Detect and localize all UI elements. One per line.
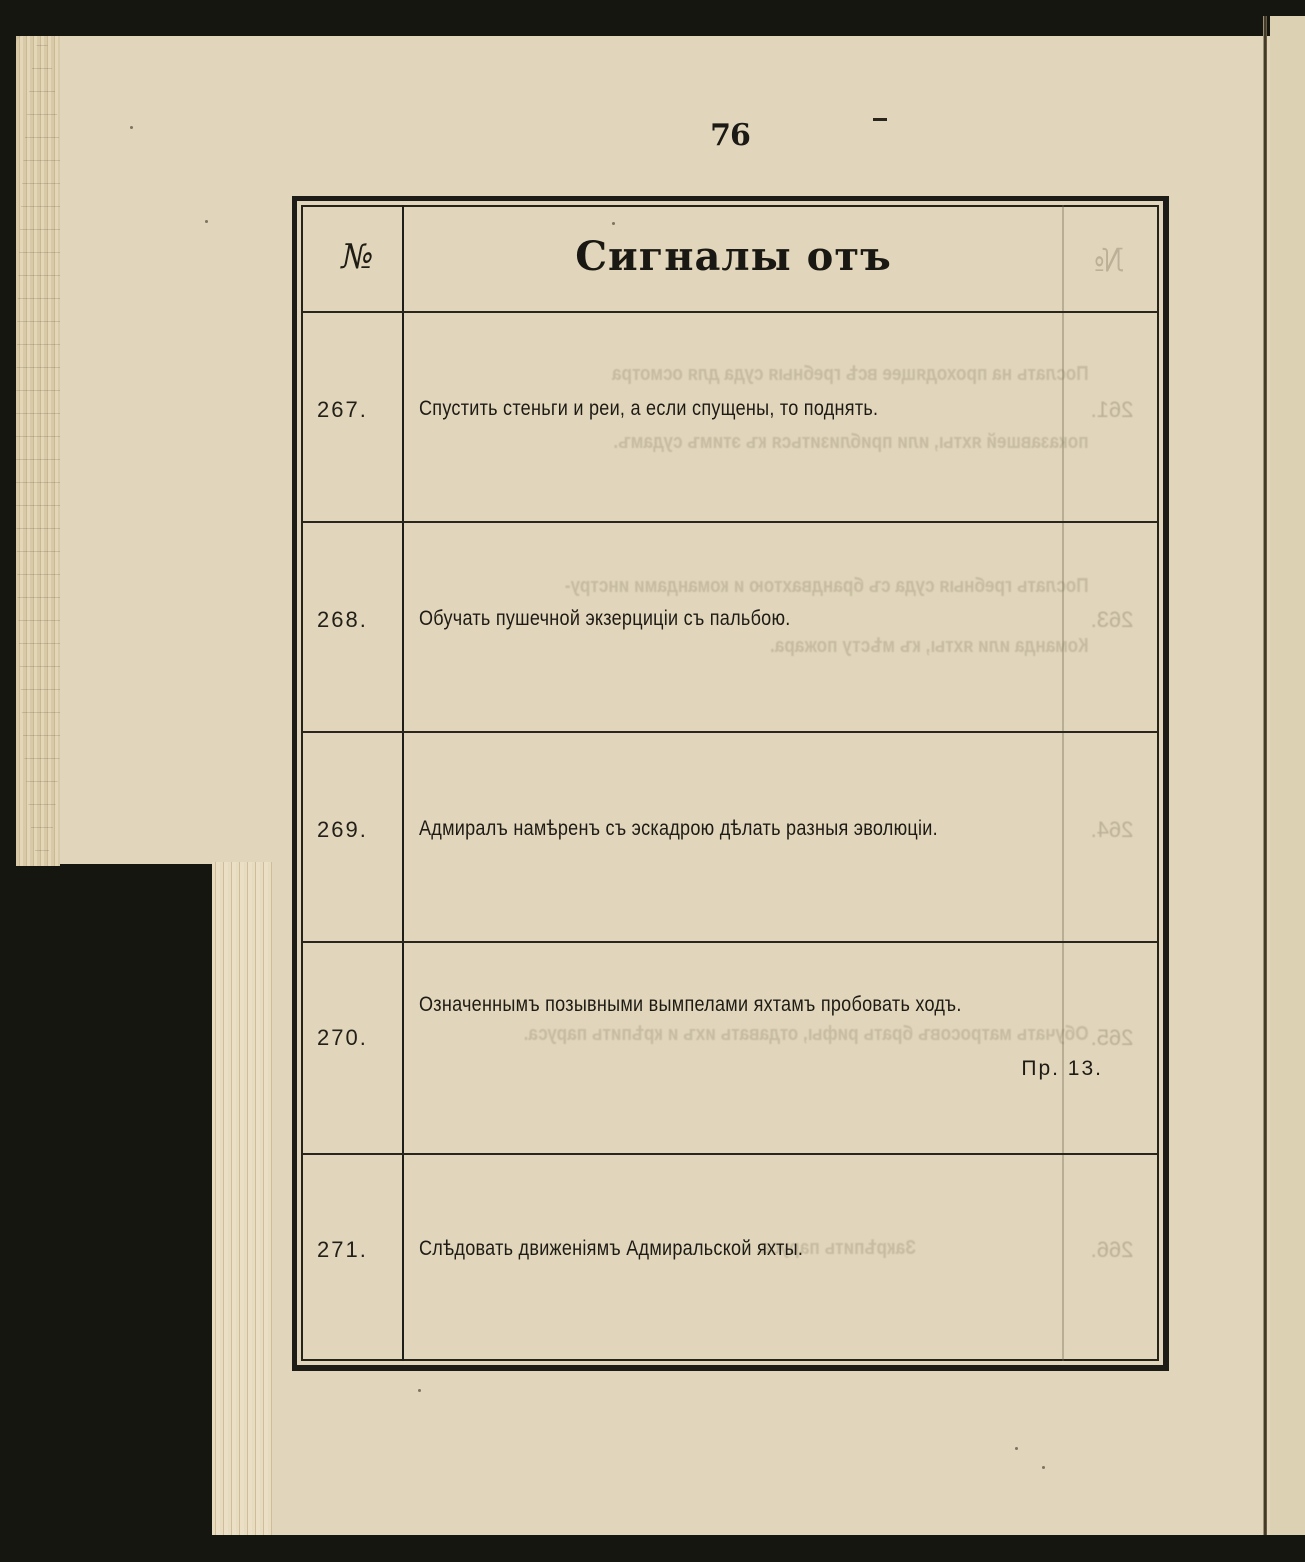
table-row [297,1155,1163,1365]
signal-text: Обучать пушечной экзерциціи съ пальбою. [419,607,791,630]
paper-speck [418,1389,421,1392]
paper-speck [1042,1466,1045,1469]
signal-number: 268. [317,607,368,632]
signal-number: 270. [317,1025,368,1050]
signal-text: Слѣдовать движеніямъ Адмиральской яхты. [419,1237,804,1260]
table-title: Сигналы отъ [575,233,892,280]
signal-number: 269. [317,817,368,842]
bleed-through-number: 265. [1090,1025,1134,1050]
signals-table [292,196,1169,1371]
bleed-through-number: 261. [1090,397,1134,422]
table-row [297,313,1163,521]
bleed-through-text: Послать гребныя суда съ брандвахтою и командами инстру- [564,575,1089,597]
bleed-through-text: Закрѣпить паруса. [756,1237,916,1259]
number-column-header: № [341,237,374,277]
print-mark [873,118,887,121]
signal-number: 267. [317,397,368,422]
bleed-through-number: 266. [1090,1237,1134,1262]
signal-text: Означеннымъ позывными вымпелами яхтамъ пробовать ходъ. [419,993,962,1016]
bleed-through-text: Обучать матросовъ брать рифы, отдавать ихъ и крѣпить паруса. [523,1023,1089,1045]
paper-speck [205,220,208,223]
bleed-through-text: Послать на проходящее всѣ гребныя суда для осмотра [611,363,1089,385]
table-row [297,733,1163,941]
bleed-through-text: Команда или яхты, къ мѣсту пожара. [769,635,1089,657]
book-gutter [1263,16,1267,1542]
table-row [297,943,1163,1153]
table-row [297,523,1163,731]
page-stack-edges-lower [212,862,272,1542]
paper-speck [612,222,615,225]
page-number: 76 [710,118,750,153]
facing-page-edge [1270,16,1305,1546]
paper-speck [1015,1447,1018,1450]
signal-reference: Пр. 13. [1021,1057,1103,1080]
signal-number: 271. [317,1237,368,1262]
paper-speck [130,126,133,129]
signal-text: Спустить стеньги и реи, а если спущены, то поднять. [419,397,879,420]
bleed-through-number-header: № [1093,241,1125,279]
bleed-through-text: показавшей яхты, или приблизиться къ этимъ судамъ. [613,431,1089,453]
signal-text: Адмиралъ намѣренъ съ эскадрою дѣлать разныя эволюціи. [419,817,938,840]
bleed-through-number: 264. [1090,817,1134,842]
bleed-through-number: 263. [1090,607,1134,632]
